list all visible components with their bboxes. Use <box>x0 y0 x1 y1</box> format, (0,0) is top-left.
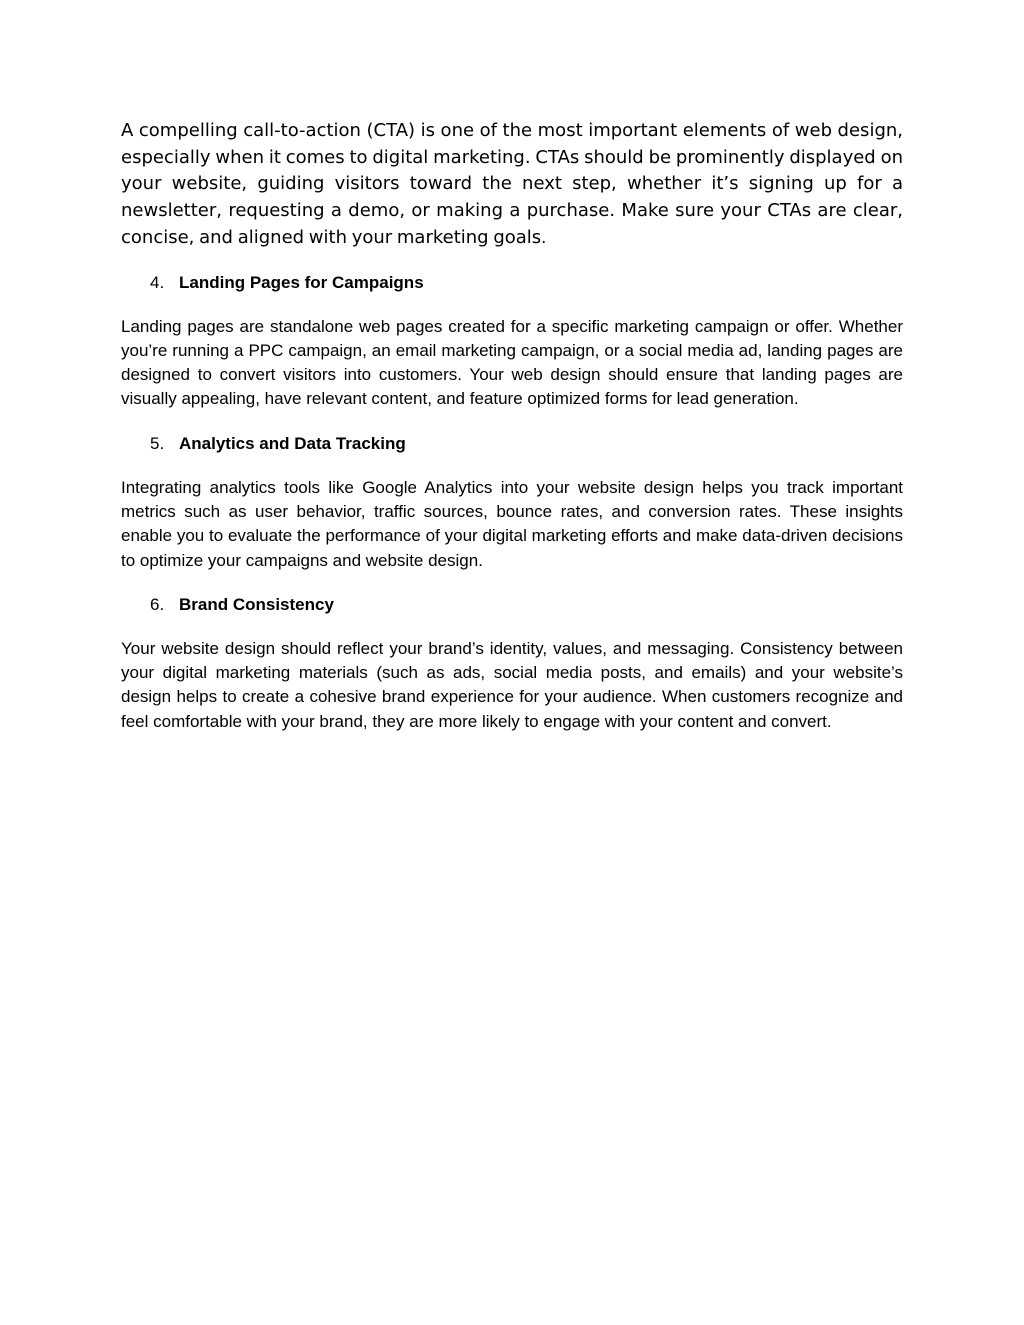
intro-trailing-period: . <box>541 227 547 247</box>
section-title: Brand Consistency <box>179 594 334 614</box>
section-body-analytics: Integrating analytics tools like Google Analytics into your website design helps you track important metrics such as user behavior, traffic sources, bounce rates, and conversion rates. These insights enable you to evaluate the performance of your digital marketing efforts and make data-driven decisions to optimize your campaigns and website design. <box>121 477 903 570</box>
list-number: 5. <box>150 433 165 453</box>
intro-paragraph <box>121 118 903 252</box>
intro-text: A compelling call-to-action (CTA) is one of the most important elements of web design, especially when it comes to digital marketing. CTAs should be prominently displayed on your website, guiding visitors toward the next step, whether it’s signing up for a newsletter, requesting a demo, or making a purchase. Make sure your CTAs are clear, concise, and aligned with your marketing goals <box>121 120 903 248</box>
section-body-landing-pages: Landing pages are standalone web pages created for a specific marketing campaign or offer. Whether you’re running a PPC campaign, an email marketing campaign, or a social media ad, landing pages are designed to convert visitors into customers. Your web design should ensure that landing pages are visually appealing, have relevant content, and feature optimized forms for lead generation. <box>121 316 903 409</box>
section-body-brand-consistency: Your website design should reflect your brand’s identity, values, and messaging. Consistency between your digital marketing materials (such as ads, social media posts, and emails) and your website’s design helps to create a cohesive brand experience for your audience. When customers recognize and feel comfortable with your brand, they are more likely to engage with your content and convert. <box>121 638 903 731</box>
section-heading-brand-consistency <box>121 593 903 617</box>
list-number: 4. <box>150 272 165 292</box>
section-title: Landing Pages for Campaigns <box>179 272 424 292</box>
document-page <box>121 118 903 754</box>
section-heading-landing-pages <box>121 271 903 295</box>
section-title: Analytics and Data Tracking <box>179 433 406 453</box>
list-number: 6. <box>150 594 165 614</box>
section-heading-analytics <box>121 432 903 456</box>
